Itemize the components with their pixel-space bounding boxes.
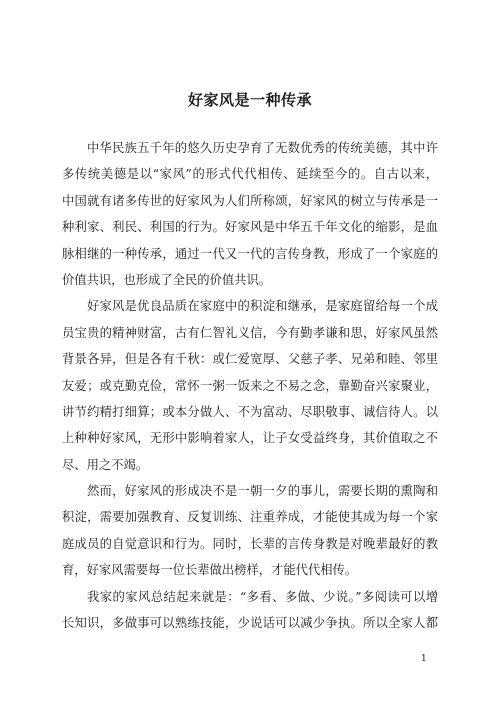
paragraph-line: 积淀，需要加强教育、反复训练、注重养成，才能使其成为每一个家 <box>62 510 438 525</box>
paragraph-line: 员宝贵的精神财富，古有仁智礼义信，今有勤孝谦和思，好家风虽然 <box>62 325 438 340</box>
paragraph-line: 价值共识，也形成了全民的价值共识。 <box>62 272 272 287</box>
paragraph-line: 讲节约精打细算；或本分做人、不为富动、尽职敬事、诚信待人。以 <box>62 404 438 419</box>
paragraph <box>62 135 438 293</box>
paragraph-line: 好家风是优良品质在家庭中的积淀和继承，是家庭留给每一个成 <box>87 299 438 314</box>
paragraph-line: 庭成员的自觉意识和行为。同时，长辈的言传身教是对晚辈最好的教 <box>62 536 438 551</box>
paragraph-line: 中华民族五千年的悠久历史孕育了无数优秀的传统美德，其中许 <box>87 141 438 155</box>
paragraph <box>62 478 438 584</box>
paragraph-line: 尽、用之不竭。 <box>62 457 149 472</box>
paragraph-line: 种利家、利民、利国的行为。好家风是中华五千年文化的缩影，是血 <box>62 220 438 235</box>
document-body <box>62 135 438 636</box>
paragraph-line: 多传统美德是以“家风”的形式代代相传、延续至今的。自古以来， <box>62 167 438 182</box>
paragraph-line: 背景各异，但是各有千秋：或仁爱宽厚、父慈子孝、兄弟和睦、邻里 <box>62 352 438 367</box>
paragraph <box>62 293 438 478</box>
document-title: 好家风是一种传承 <box>187 91 312 109</box>
paragraph-line: 上种种好家风，无形中影响着家人，让子女受益终身，其价值取之不 <box>62 431 438 446</box>
paragraph-line: 我家的家风总结起来就是：“多看、多做、少说。”多阅读可以增 <box>87 589 438 604</box>
paragraph-line: 然而，好家风的形成决不是一朝一夕的事儿，需要长期的熏陶和 <box>87 484 438 499</box>
paragraph-line: 脉相继的一种传承，通过一代又一代的言传身教，形成了一个家庭的 <box>62 246 438 261</box>
paragraph-line: 育，好家风需要每一位长辈做出榜样，才能代代相传。 <box>62 563 358 578</box>
paragraph-line: 友爱；或克勤克俭，常怀一粥一饭来之不易之念，靠勤奋兴家聚业， <box>62 378 438 393</box>
page-number: 1 <box>421 654 427 664</box>
paragraph <box>62 584 438 637</box>
paragraph-line: 中国就有诸多传世的好家风为人们所称颂，好家风的树立与传承是一 <box>62 193 438 208</box>
paragraph-line: 长知识，多做事可以熟练技能，少说话可以减少争执。所以全家人都 <box>62 616 438 631</box>
